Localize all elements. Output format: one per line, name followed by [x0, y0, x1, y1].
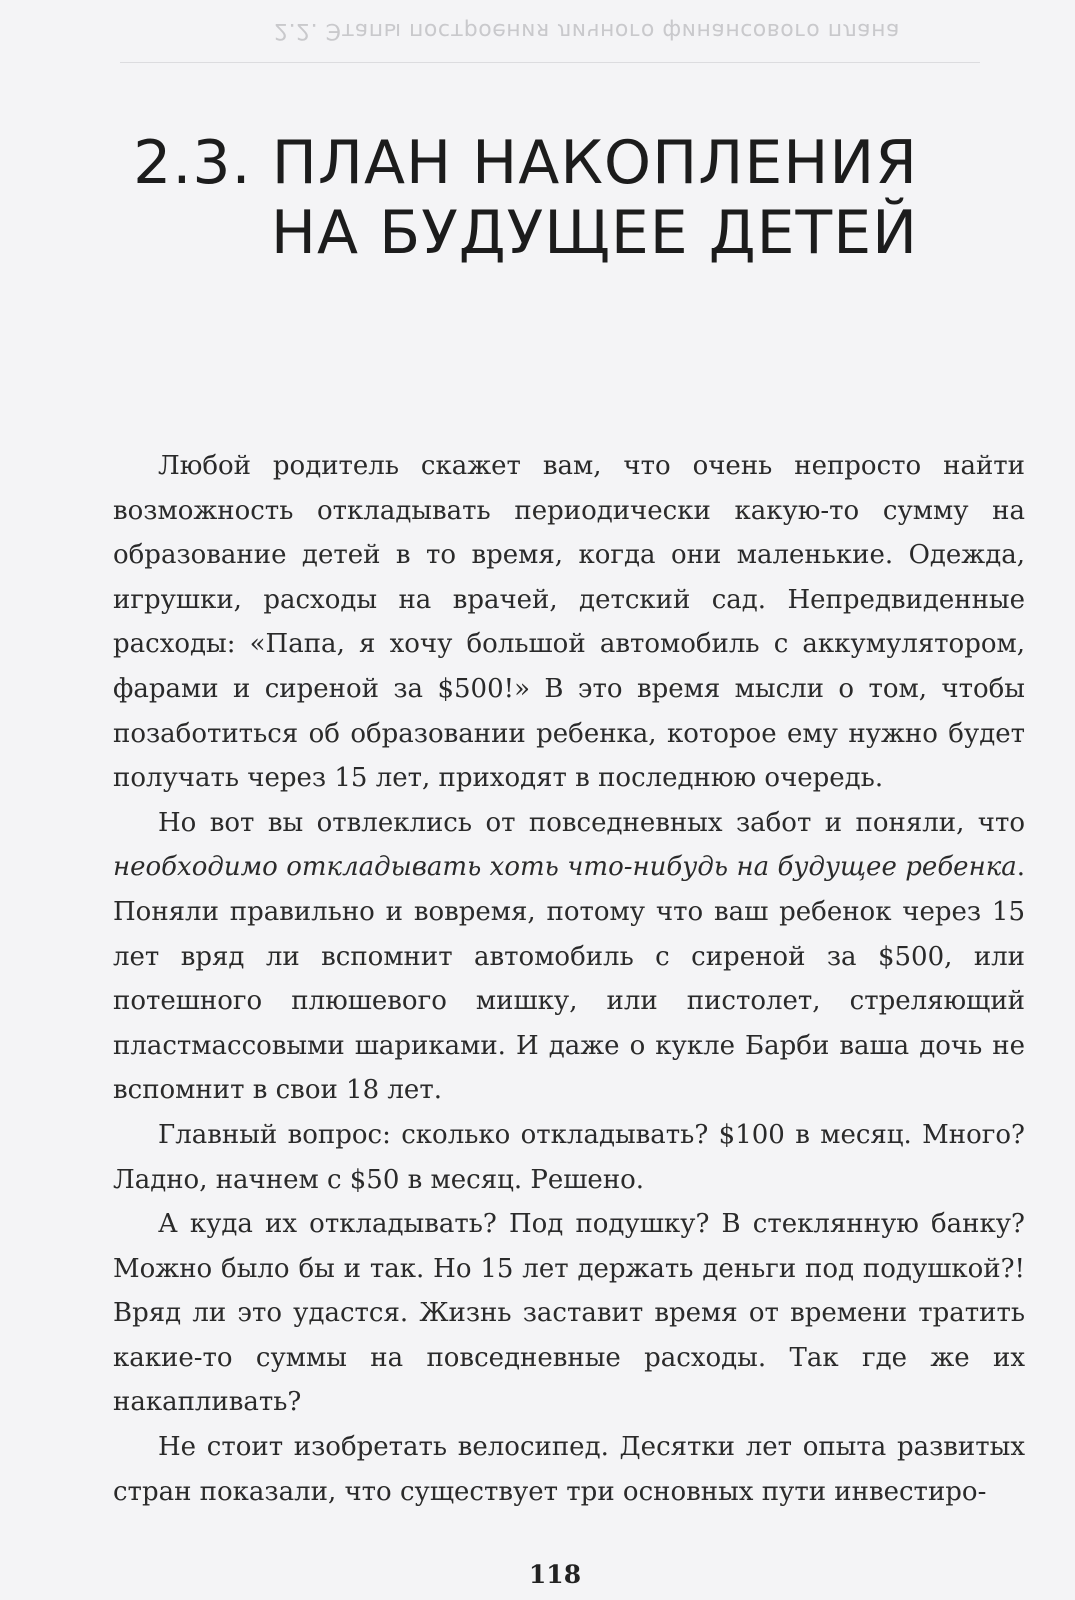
paragraph-2-start: Но вот вы отвлеклись от повседневных забот и поняли, что — [158, 807, 1025, 838]
paragraph-3: Главный вопрос: сколько откладывать? $100 в месяц. Много? Ладно, начнем с $50 в месяц. Решено. — [113, 1119, 1025, 1195]
body-text — [113, 444, 1025, 1514]
chapter-title — [100, 128, 918, 268]
running-head: 2.2. Этапы построения личного финансового плана — [274, 18, 900, 43]
chapter-title-line-1: 2.3. ПЛАН НАКОПЛЕНИЯ — [133, 128, 918, 198]
paragraph-2 — [113, 801, 1025, 1113]
paragraph-5: Не стоит изобретать велосипед. Десятки лет опыта развитых стран показали, что существует три основных пути инвестиро- — [113, 1432, 1025, 1507]
header-rule — [120, 62, 980, 63]
paragraph-1: Любой родитель скажет вам, что очень непросто найти возможность откладывать периодически какую-то сумму на образование детей в то время, когда они маленькие. Одежда, игрушки, расходы на врачей, детский сад. Непредвиденные расходы: «Папа, я хочу большой автомобиль с аккумулятором, фарами и сиреной за $500!» В это время мысли о том, чтобы позаботиться об образовании ребенка, которое ему нужно будет получать через 15 лет, приходят в последнюю очередь. — [113, 451, 1025, 794]
chapter-title-line-2: НА БУДУЩЕЕ ДЕТЕЙ — [270, 198, 918, 268]
paragraph-4: А куда их откладывать? Под подушку? В стеклянную банку? Можно было бы и так. Но 15 лет держать деньги под подушкой?! Вряд ли это удастся. Жизнь заставит время от времени тратить какие-то суммы на повседневные расходы. Так где же их накапливать? — [113, 1209, 1025, 1418]
paragraph-2-emphasis: необходимо откладывать хоть что-нибудь на будущее ребенка — [113, 852, 1017, 883]
paragraph-2-end: . Поняли правильно и вовремя, потому что ваш ребенок через 15 лет вряд ли вспомнит автомобиль с сиреной за $500, или потешного плюшевого мишку, или пистолет, стреляющий пластмассовыми шариками. И даже о кукле Барби ваша дочь не вспомнит в свои 18 лет. — [113, 852, 1025, 1106]
page-number: 118 — [528, 1560, 582, 1589]
